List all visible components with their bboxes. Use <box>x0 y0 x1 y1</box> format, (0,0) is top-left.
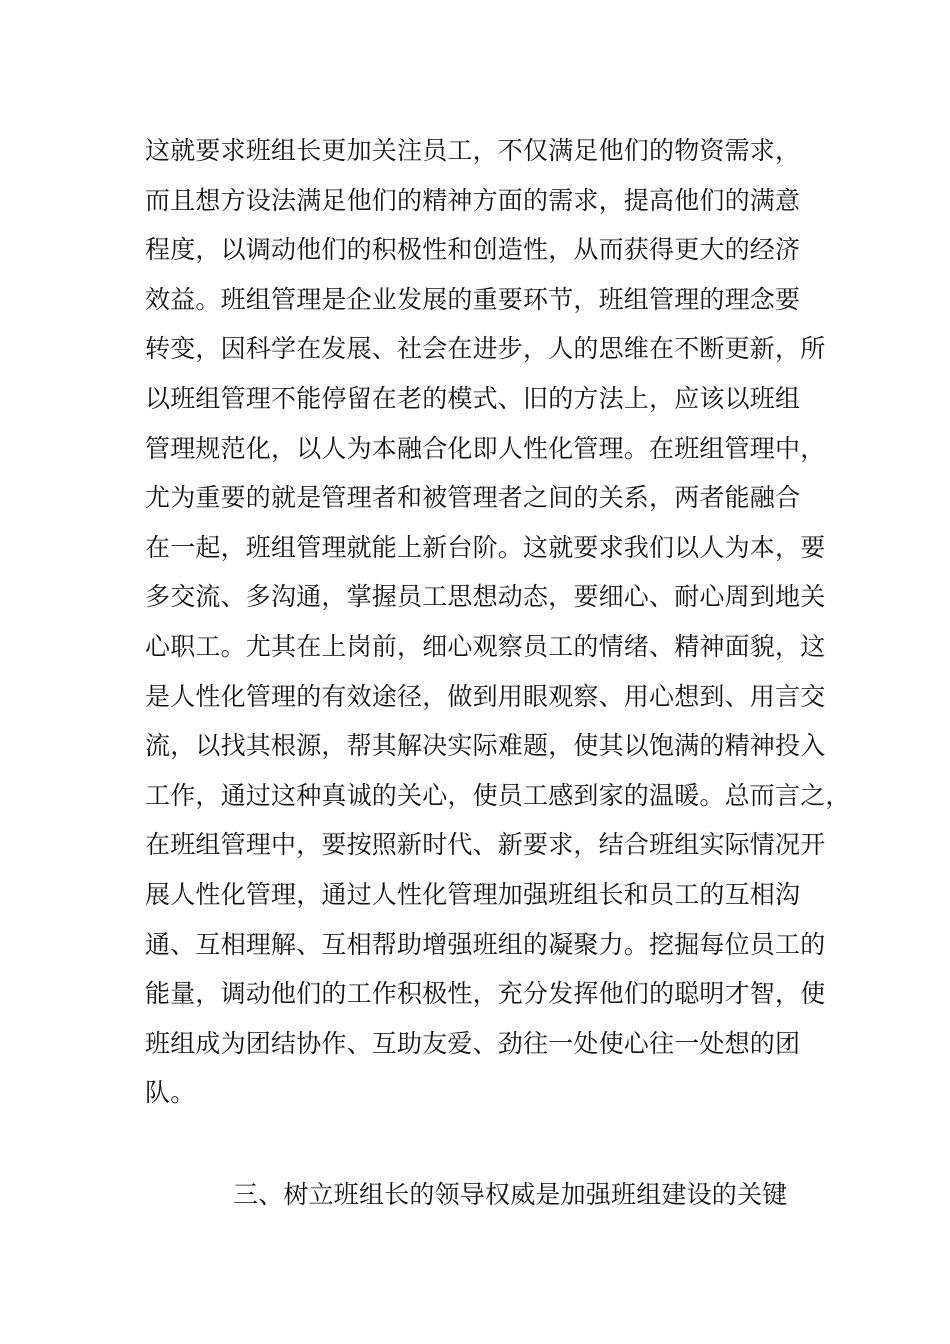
paragraph-line: 程度，以调动他们的积极性和创造性，从而获得更大的经济 <box>145 235 801 265</box>
paragraph-line: 多交流、多沟通，掌握员工思想动态，要细心、耐心周到地关 <box>145 582 826 612</box>
paragraph-line: 心职工。尤其在上岗前，细心观察员工的情绪、精神面貌，这 <box>145 631 826 661</box>
paragraph-line: 能量，调动他们的工作积极性，充分发挥他们的聪明才智，使 <box>145 979 826 1009</box>
paragraph-line: 管理规范化，以人为本融合化即人性化管理。在班组管理中， <box>145 433 826 463</box>
paragraph-line: 在班组管理中，要按照新时代、新要求，结合班组实际情况开 <box>145 830 826 860</box>
paragraph-line: 队。 <box>145 1078 196 1108</box>
paragraph-line: 这就要求班组长更加关注员工，不仅满足他们的物资需求， <box>145 136 801 165</box>
paragraph-line: 工作，通过这种真诚的关心，使员工感到家的温暖。总而言之， <box>145 780 851 810</box>
paragraph-line: 班组成为团结协作、互助友爱、劲往一处使心往一处想的团 <box>145 1028 801 1058</box>
paragraph-line: 而且想方设法满足他们的精神方面的需求，提高他们的满意 <box>145 185 801 215</box>
paragraph-line: 通、互相理解、互相帮助增强班组的凝聚力。挖掘每位员工的 <box>145 929 826 959</box>
paragraph-line: 尤为重要的就是管理者和被管理者之间的关系，两者能融合 <box>145 483 801 513</box>
paragraph-line: 流，以找其根源，帮其解决实际难题，使其以饱满的精神投入 <box>145 731 826 761</box>
section-heading: 三、树立班组长的领导权威是加强班组建设的关键 <box>233 1180 788 1209</box>
paragraph-line: 效益。班组管理是企业发展的重要环节，班组管理的理念要 <box>145 284 801 314</box>
body-paragraph <box>145 126 851 1118</box>
paragraph-line: 在一起，班组管理就能上新台阶。这就要求我们以人为本，要 <box>145 532 826 562</box>
paragraph-line: 转变，因科学在发展、社会在进步，人的思维在不断更新，所 <box>145 334 826 364</box>
paragraph-line: 是人性化管理的有效途径，做到用眼观察、用心想到、用言交 <box>145 681 826 711</box>
paragraph-line: 以班组管理不能停留在老的模式、旧的方法上，应该以班组 <box>145 383 801 413</box>
paragraph-line: 展人性化管理，通过人性化管理加强班组长和员工的互相沟 <box>145 879 801 909</box>
